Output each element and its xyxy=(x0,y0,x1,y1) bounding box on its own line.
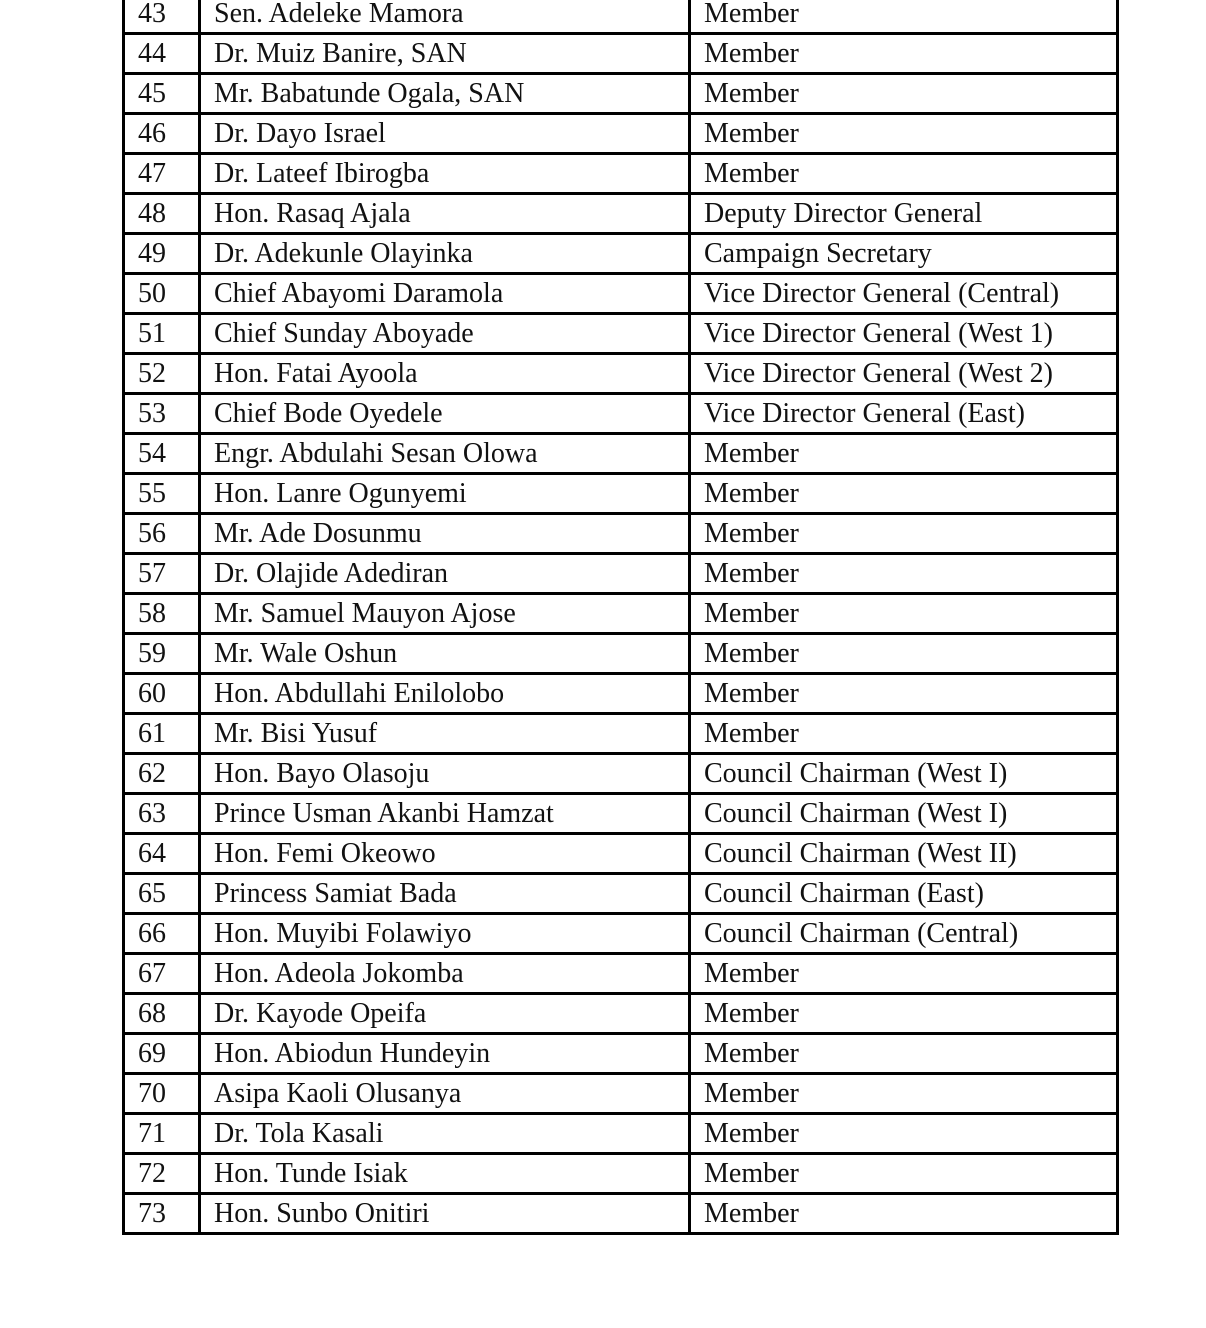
member-name: Chief Bode Oyedele xyxy=(200,394,690,434)
row-number: 68 xyxy=(124,994,200,1034)
member-name: Hon. Lanre Ogunyemi xyxy=(200,474,690,514)
member-name: Dr. Olajide Adediran xyxy=(200,554,690,594)
member-name: Princess Samiat Bada xyxy=(200,874,690,914)
table-row xyxy=(124,954,1118,994)
table-row xyxy=(124,34,1118,74)
member-role: Member xyxy=(690,154,1118,194)
member-role: Vice Director General (West 1) xyxy=(690,314,1118,354)
table-row xyxy=(124,1194,1118,1234)
member-role: Member xyxy=(690,714,1118,754)
member-role: Vice Director General (Central) xyxy=(690,274,1118,314)
table-row xyxy=(124,354,1118,394)
member-name: Hon. Rasaq Ajala xyxy=(200,194,690,234)
row-number: 45 xyxy=(124,74,200,114)
row-number: 48 xyxy=(124,194,200,234)
table-row xyxy=(124,674,1118,714)
member-role: Member xyxy=(690,114,1118,154)
member-name: Chief Sunday Aboyade xyxy=(200,314,690,354)
member-role: Member xyxy=(690,1194,1118,1234)
row-number: 64 xyxy=(124,834,200,874)
member-role: Member xyxy=(690,594,1118,634)
table-row xyxy=(124,434,1118,474)
row-number: 58 xyxy=(124,594,200,634)
row-number: 69 xyxy=(124,1034,200,1074)
table-row xyxy=(124,914,1118,954)
member-role: Vice Director General (East) xyxy=(690,394,1118,434)
table-row xyxy=(124,194,1118,234)
member-role: Council Chairman (Central) xyxy=(690,914,1118,954)
row-number: 46 xyxy=(124,114,200,154)
table-row xyxy=(124,634,1118,674)
member-name: Mr. Ade Dosunmu xyxy=(200,514,690,554)
member-role: Council Chairman (West II) xyxy=(690,834,1118,874)
row-number: 72 xyxy=(124,1154,200,1194)
members-table xyxy=(122,0,1119,1235)
row-number: 53 xyxy=(124,394,200,434)
row-number: 67 xyxy=(124,954,200,994)
member-role: Member xyxy=(690,554,1118,594)
member-name: Dr. Muiz Banire, SAN xyxy=(200,34,690,74)
member-role: Council Chairman (East) xyxy=(690,874,1118,914)
member-name: Engr. Abdulahi Sesan Olowa xyxy=(200,434,690,474)
member-role: Member xyxy=(690,474,1118,514)
row-number: 70 xyxy=(124,1074,200,1114)
member-name: Dr. Tola Kasali xyxy=(200,1114,690,1154)
table-row xyxy=(124,594,1118,634)
row-number: 49 xyxy=(124,234,200,274)
member-role: Member xyxy=(690,1154,1118,1194)
table-row xyxy=(124,1074,1118,1114)
member-role: Member xyxy=(690,634,1118,674)
member-role: Member xyxy=(690,34,1118,74)
table-row xyxy=(124,874,1118,914)
table-row xyxy=(124,994,1118,1034)
member-role: Member xyxy=(690,994,1118,1034)
row-number: 55 xyxy=(124,474,200,514)
member-role: Member xyxy=(690,1114,1118,1154)
member-name: Chief Abayomi Daramola xyxy=(200,274,690,314)
member-role: Deputy Director General xyxy=(690,194,1118,234)
table-row xyxy=(124,474,1118,514)
row-number: 52 xyxy=(124,354,200,394)
row-number: 71 xyxy=(124,1114,200,1154)
member-name: Dr. Lateef Ibirogba xyxy=(200,154,690,194)
member-name: Hon. Sunbo Onitiri xyxy=(200,1194,690,1234)
member-name: Sen. Adeleke Mamora xyxy=(200,0,690,34)
member-name: Hon. Adeola Jokomba xyxy=(200,954,690,994)
member-name: Hon. Abdullahi Enilolobo xyxy=(200,674,690,714)
table-row xyxy=(124,1034,1118,1074)
row-number: 59 xyxy=(124,634,200,674)
table-row xyxy=(124,74,1118,114)
table-row xyxy=(124,754,1118,794)
member-name: Hon. Femi Okeowo xyxy=(200,834,690,874)
table-row xyxy=(124,114,1118,154)
member-role: Member xyxy=(690,434,1118,474)
member-name: Mr. Wale Oshun xyxy=(200,634,690,674)
row-number: 63 xyxy=(124,794,200,834)
member-name: Prince Usman Akanbi Hamzat xyxy=(200,794,690,834)
table-row xyxy=(124,234,1118,274)
member-name: Dr. Dayo Israel xyxy=(200,114,690,154)
table-row xyxy=(124,314,1118,354)
row-number: 56 xyxy=(124,514,200,554)
member-name: Hon. Bayo Olasoju xyxy=(200,754,690,794)
member-name: Mr. Bisi Yusuf xyxy=(200,714,690,754)
table-row xyxy=(124,1154,1118,1194)
member-name: Asipa Kaoli Olusanya xyxy=(200,1074,690,1114)
table-row xyxy=(124,794,1118,834)
table-row xyxy=(124,1114,1118,1154)
row-number: 50 xyxy=(124,274,200,314)
member-role: Campaign Secretary xyxy=(690,234,1118,274)
member-role: Member xyxy=(690,954,1118,994)
table-row xyxy=(124,834,1118,874)
table-row xyxy=(124,394,1118,434)
row-number: 54 xyxy=(124,434,200,474)
table-row xyxy=(124,554,1118,594)
table-row xyxy=(124,0,1118,34)
member-name: Hon. Fatai Ayoola xyxy=(200,354,690,394)
member-name: Mr. Babatunde Ogala, SAN xyxy=(200,74,690,114)
table-row xyxy=(124,154,1118,194)
member-role: Council Chairman (West I) xyxy=(690,754,1118,794)
member-role: Vice Director General (West 2) xyxy=(690,354,1118,394)
member-name: Mr. Samuel Mauyon Ajose xyxy=(200,594,690,634)
row-number: 66 xyxy=(124,914,200,954)
member-role: Member xyxy=(690,1074,1118,1114)
table-row xyxy=(124,274,1118,314)
member-role: Member xyxy=(690,1034,1118,1074)
row-number: 60 xyxy=(124,674,200,714)
table-row xyxy=(124,514,1118,554)
row-number: 73 xyxy=(124,1194,200,1234)
row-number: 43 xyxy=(124,0,200,34)
member-name: Hon. Abiodun Hundeyin xyxy=(200,1034,690,1074)
row-number: 44 xyxy=(124,34,200,74)
table-row xyxy=(124,714,1118,754)
row-number: 47 xyxy=(124,154,200,194)
member-name: Hon. Tunde Isiak xyxy=(200,1154,690,1194)
member-role: Member xyxy=(690,74,1118,114)
member-role: Member xyxy=(690,0,1118,34)
row-number: 61 xyxy=(124,714,200,754)
row-number: 51 xyxy=(124,314,200,354)
members-table-body xyxy=(124,0,1118,1234)
row-number: 62 xyxy=(124,754,200,794)
member-name: Dr. Adekunle Olayinka xyxy=(200,234,690,274)
row-number: 65 xyxy=(124,874,200,914)
member-role: Member xyxy=(690,514,1118,554)
member-name: Hon. Muyibi Folawiyo xyxy=(200,914,690,954)
row-number: 57 xyxy=(124,554,200,594)
member-name: Dr. Kayode Opeifa xyxy=(200,994,690,1034)
member-role: Council Chairman (West I) xyxy=(690,794,1118,834)
member-role: Member xyxy=(690,674,1118,714)
